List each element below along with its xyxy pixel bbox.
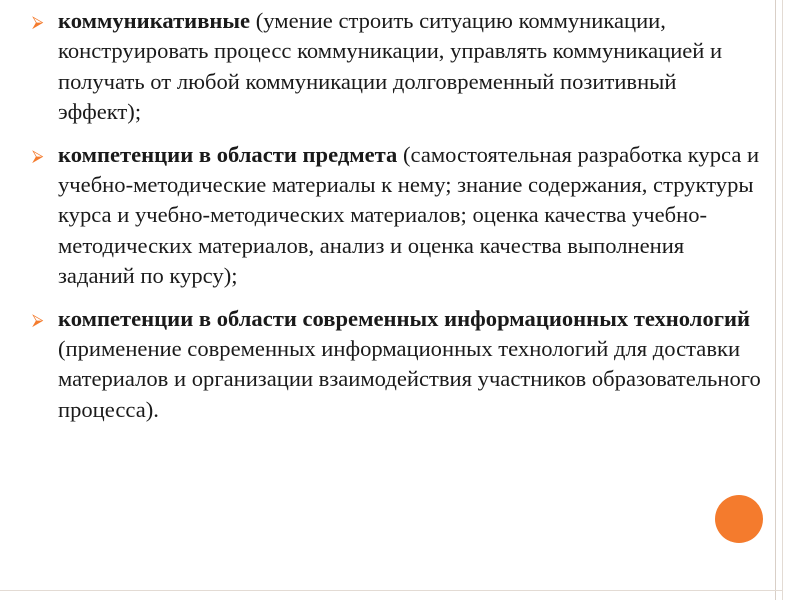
frame-border-right-outer (775, 0, 776, 600)
checkmark-arrow-icon: ⮚ (32, 145, 44, 165)
checkmark-arrow-icon: ⮚ (32, 12, 44, 31)
frame-border-right-inner (782, 0, 783, 600)
bullet-term: компетенции в области современных информационных технологий (58, 305, 751, 331)
bullet-term: компетенции в области предмета (58, 141, 398, 167)
frame-border-bottom (0, 590, 783, 591)
bullet-list (32, 6, 762, 437)
bullet-text: (умение строить ситуацию коммуникации, конструировать процесс коммуникации, управлять коммуникацией и получать от любой коммуникации долговременный позитивный эффект); (58, 8, 723, 125)
bullet-text: (самостоятельная разработка курса и учебно-методические материалы к нему; знание содержания, структуры курса и учебно-методических материалов; оценка качества учебно-методических материалов, анализ и оценка качества выполнения заданий по курсу); (58, 141, 760, 289)
bullet-text: (применение современных информационных технологий для доставки материалов и организации взаимодействия участников образовательного процесса). (58, 336, 761, 422)
bullet-item-communicative (32, 6, 762, 128)
bullet-item-it-competence (32, 304, 762, 426)
decorative-circle (715, 495, 763, 543)
bullet-item-subject-competence (32, 140, 762, 292)
bullet-term: коммуникативные (58, 8, 251, 33)
checkmark-arrow-icon: ⮚ (32, 309, 44, 329)
